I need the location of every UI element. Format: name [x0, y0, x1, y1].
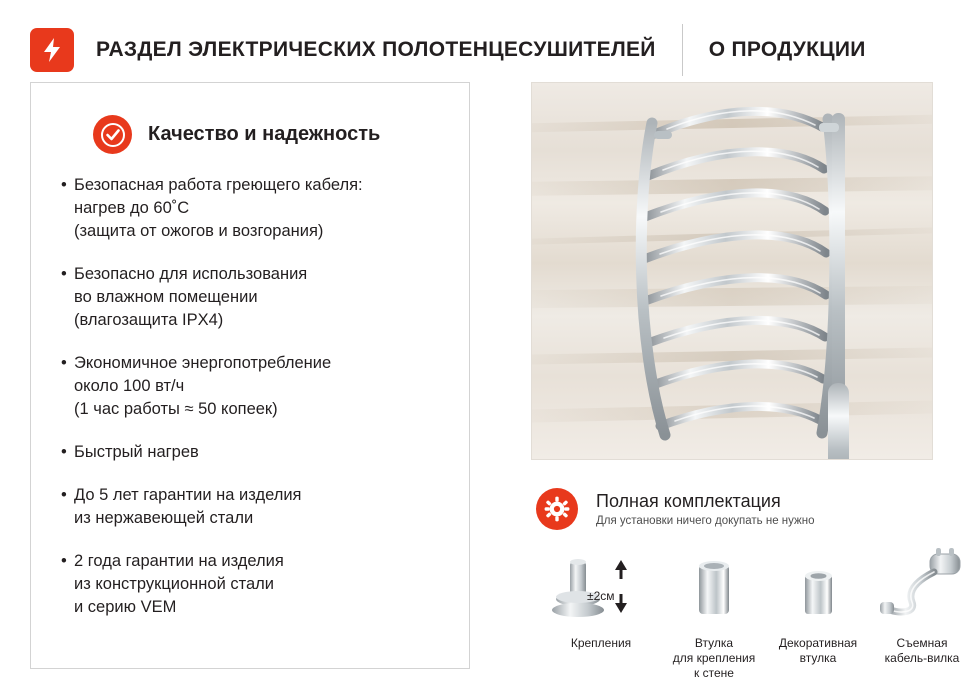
page-header: [0, 0, 965, 78]
decor-sleeve-label: Декоративная втулка: [778, 636, 858, 665]
bullet-text: [74, 550, 439, 619]
wall-sleeve-label: Втулка для крепления к стене: [672, 636, 756, 680]
list-item: [61, 263, 439, 332]
bullet-text: [74, 441, 439, 464]
power-cord-illustration: [874, 548, 965, 626]
decor-sleeve-illustration: [785, 548, 851, 626]
bullet-line: (влагозащита IPX4): [74, 311, 224, 329]
bullet-line: 2 года гарантии на изделия: [74, 552, 284, 570]
bullet-line: Безопасная работа греющего кабеля:: [74, 176, 363, 194]
decor-sleeve-part: [766, 548, 870, 681]
bullet-line: из нержавеющей стали: [74, 509, 254, 527]
header-divider: [682, 24, 683, 76]
bullet-line: нагрев до 60˚С: [74, 199, 190, 217]
bullet-line: Экономичное энергопотребление: [74, 354, 332, 372]
main-content: [0, 78, 965, 689]
bullet-text: [74, 352, 439, 421]
mount-dimension-label: ±2см: [587, 589, 615, 603]
quality-card: [30, 82, 470, 669]
bullet-line: (1 час работы ≈ 50 копеек): [74, 400, 278, 418]
complect-title: Полная комплектация: [596, 491, 781, 511]
bullet-marker: •: [61, 176, 67, 194]
page-title: РАЗДЕЛ ЭЛЕКТРИЧЕСКИХ ПОЛОТЕНЦЕСУШИТЕЛЕЙ: [96, 38, 656, 61]
gear-icon: [536, 488, 578, 530]
mount-label: Крепления: [570, 636, 632, 650]
bullet-marker: •: [61, 486, 67, 504]
list-item: [61, 550, 439, 619]
bullet-marker: •: [61, 443, 67, 461]
complect-block: [536, 488, 965, 681]
list-item: [61, 352, 439, 421]
mount-illustration: [542, 548, 660, 626]
bullet-marker: •: [61, 552, 67, 570]
parts-row: [540, 548, 965, 681]
mount-part: [540, 548, 662, 681]
bullet-line: во влажном помещении: [74, 288, 258, 306]
bullet-marker: •: [61, 265, 67, 283]
power-cord-label: Съемная кабель-вилка: [884, 636, 960, 665]
bullet-text: [74, 484, 439, 530]
power-cord-part: [870, 548, 965, 681]
bullet-line: (защита от ожогов и возгорания): [74, 222, 324, 240]
right-column: [531, 82, 965, 689]
list-item: [61, 484, 439, 530]
page-subtitle: О ПРОДУКЦИИ: [708, 38, 866, 61]
quality-header: [93, 115, 439, 154]
wall-sleeve-part: [662, 548, 766, 681]
product-photo: [531, 82, 933, 460]
bullet-line: До 5 лет гарантии на изделия: [74, 486, 302, 504]
quality-bullet-list: [61, 174, 439, 619]
complect-header: [536, 488, 965, 530]
bullet-line: из конструкционной стали: [74, 575, 275, 593]
bullet-text: [74, 263, 439, 332]
bullet-line: Безопасно для использования: [74, 265, 308, 283]
bullet-line: и серию VEM: [74, 598, 177, 616]
check-shield-icon: [93, 115, 132, 154]
complect-subtitle: Для установки ничего докупать не нужно: [596, 515, 815, 527]
list-item: [61, 174, 439, 243]
bullet-line: Быстрый нагрев: [74, 443, 199, 461]
complect-text: [596, 491, 814, 527]
wall-sleeve-illustration: [681, 548, 747, 626]
bullet-text: [74, 174, 439, 243]
bullet-marker: •: [61, 354, 67, 372]
lightning-bolt-icon: [30, 28, 74, 72]
quality-title: Качество и надежность: [148, 123, 381, 145]
bullet-line: около 100 вт/ч: [74, 377, 185, 395]
list-item: [61, 441, 439, 464]
